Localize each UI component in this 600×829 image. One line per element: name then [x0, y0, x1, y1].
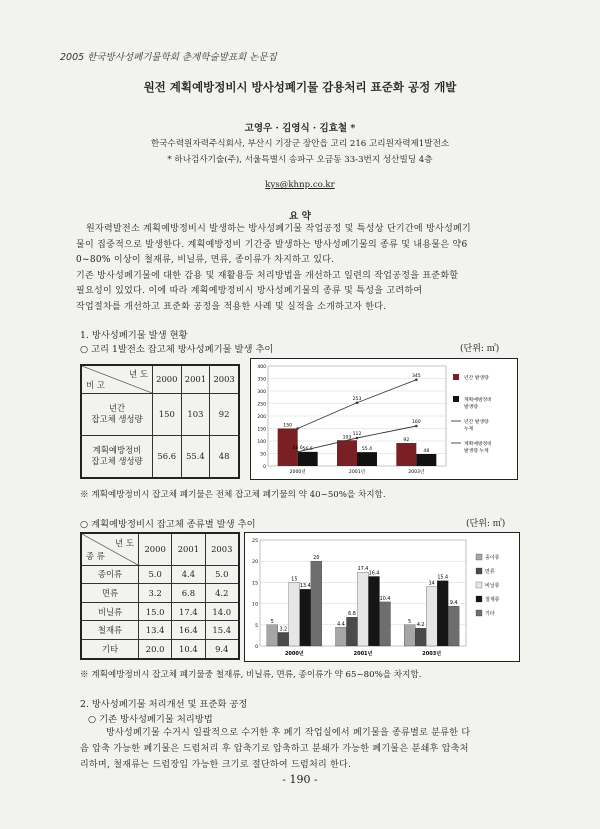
section-1-unit: (단위: ㎥) — [460, 344, 500, 354]
bar-data-label: 20 — [313, 556, 320, 562]
bar-data-label: 56.6 — [302, 446, 313, 452]
bar — [396, 443, 416, 466]
table-row: 철재류 13.4 16.4 15.4 — [81, 621, 239, 640]
bar — [437, 581, 448, 646]
section-3-subheading: ○ 기존 방사성폐기물 처리방법 — [88, 714, 213, 725]
line-point — [296, 451, 299, 454]
table-header-year: 2003 — [205, 533, 239, 565]
x-tick-label: 2000년 — [289, 470, 306, 475]
y-tick-label: 20 — [252, 560, 258, 566]
line-point — [356, 437, 359, 440]
body-line: 음 압축 가능한 폐기물은 드럼처리 후 압축기로 압축하고 분쇄가 가능한 폐기물은 분쇄후 압축처 — [80, 744, 469, 754]
bar-data-label: 48 — [423, 449, 430, 454]
y-tick-label: 150 — [257, 427, 266, 433]
table-header-year: 2003 — [210, 365, 239, 393]
bar — [416, 454, 436, 466]
legend-swatch — [476, 610, 482, 616]
bar — [357, 452, 377, 466]
legend-label: 누계 — [464, 427, 474, 432]
table-row: 기타 20.0 10.4 9.4 — [81, 640, 239, 659]
y-tick-label: 300 — [257, 390, 266, 395]
generation-trend-chart — [250, 358, 518, 480]
bar-data-label: 15.4 — [437, 575, 449, 581]
section-2-note: ※ 계획예방정비시 잡고체 폐기물중 철재류, 비닐류, 면류, 종이류가 약 65~80%을 차지함. — [80, 670, 422, 680]
line-data-label: 160 — [411, 420, 421, 425]
legend-label: 발생량 — [464, 405, 478, 410]
legend-label: 면류 — [485, 569, 495, 575]
bar — [369, 576, 380, 646]
abstract-line: 물이 집중적으로 발생한다. 계획예방정비 기간중 발생하는 방사성폐기물의 종류 및 내용물은 약6 — [76, 239, 468, 250]
bar — [278, 632, 289, 646]
x-tick-label: 2003년 — [408, 470, 425, 475]
abstract-line: 기존 방사성폐기물에 대한 감용 및 재활용등 처리방법을 개선하고 일련의 작업공정을 표준화할 — [76, 270, 459, 281]
table-header-year: 2000 — [139, 533, 172, 565]
line-point — [296, 427, 299, 430]
legend-swatch — [453, 374, 459, 380]
bar-data-label: 14 — [428, 581, 435, 587]
x-tick-label: 2000년 — [284, 651, 304, 657]
table-header-year: 2000 — [153, 365, 182, 393]
y-tick-label: 0 — [255, 645, 258, 650]
bar-data-label: 4.4 — [337, 622, 345, 628]
y-tick-label: 25 — [252, 539, 258, 544]
generation-table — [80, 364, 240, 479]
abstract-line: 작업절차를 개선하고 표준화 공정을 적용한 사례 및 실적을 소개하고자 한다. — [76, 301, 387, 312]
bar — [311, 561, 322, 646]
bar — [404, 625, 415, 646]
bar-data-label: 10.4 — [379, 596, 391, 602]
bar-data-label: 150 — [283, 423, 293, 429]
line-data-label: 56.6 — [292, 445, 303, 451]
bar — [267, 625, 278, 646]
abstract-body — [76, 222, 520, 315]
legend-label: 철재류 — [485, 597, 500, 603]
bar — [289, 582, 300, 646]
y-tick-label: 10 — [252, 602, 258, 608]
legend-label: 종이류 — [485, 555, 500, 561]
bar — [380, 602, 391, 646]
table-corner-cell: 년 도 종 류 — [81, 533, 139, 565]
abstract-heading: 요 약 — [289, 211, 311, 222]
bar — [300, 589, 311, 646]
bar — [298, 452, 318, 466]
legend-swatch — [476, 582, 482, 588]
bar — [337, 440, 357, 466]
body-line: 방사성폐기물 수거시 일괄적으로 수거한 후 폐기 작업실에서 폐기물을 종류별로 분류한 다 — [106, 728, 471, 738]
x-tick-label: 2001년 — [353, 651, 373, 657]
legend-label: 기타 — [485, 611, 495, 617]
x-tick-label: 2001년 — [348, 470, 366, 475]
bar-data-label: 6.8 — [348, 612, 356, 618]
bar-data-label: 9.4 — [449, 601, 458, 607]
line-point — [415, 378, 418, 381]
legend-label: 년간 발생량 — [464, 420, 489, 425]
paper-title: 원전 계획예방정비시 방사성폐기물 감용처리 표준화 공정 개발 — [143, 80, 457, 94]
table-row: 면류 3.2 6.8 4.2 — [81, 584, 239, 603]
line-point — [415, 425, 418, 428]
table-header-year: 2001 — [181, 365, 210, 393]
page-number: - 190 - — [282, 773, 318, 786]
section-3-body — [80, 725, 520, 773]
legend-swatch — [476, 554, 482, 560]
bar-data-label: 55.4 — [361, 447, 373, 453]
section-2-unit: (단위: ㎥) — [466, 519, 506, 529]
table-corner-cell: 년 도 비 고 — [81, 365, 153, 393]
y-tick-label: 350 — [257, 377, 266, 383]
section-1-note: ※ 계획예방정비시 잡고체 폐기물은 전체 잡고체 폐기물의 약 40~50%을 차지함. — [80, 490, 386, 500]
abstract-line: 필요성이 있었다. 이에 따라 계획예방정비시 방사성폐기물의 종류 및 특성을 고려하여 — [76, 286, 423, 296]
y-tick-label: 0 — [263, 465, 266, 470]
abstract-line: 원자력발전소 계획예방정비시 발생하는 방사성폐기물 작업공정 및 특성상 단기간에 방사성폐기 — [86, 224, 472, 234]
section-3-heading: 2. 방사성폐기물 처리개선 및 표준화 공정 — [80, 699, 248, 710]
table-row: 비닐류 15.0 17.4 14.0 — [81, 602, 239, 621]
legend-label: 년간 발생량 — [464, 376, 489, 381]
y-tick-label: 50 — [260, 452, 266, 458]
legend-swatch — [476, 568, 482, 574]
affiliation-1: 한국수력원자력주식회사, 부산시 기장군 장안읍 고리 216 고리원자력제1발전소 — [150, 139, 450, 149]
bar — [336, 627, 347, 646]
waste-type-chart — [244, 532, 520, 662]
line-data-label: 345 — [411, 373, 421, 379]
affiliation-2: * 하나검사기술(주), 서울특별시 송파구 오금동 33-3번지 성산빌딩 4층 — [167, 155, 433, 165]
bar — [347, 617, 358, 646]
bar-data-label: 17.4 — [357, 567, 369, 573]
table-row: 년간 잡고체 생성량 150 103 92 — [81, 393, 239, 435]
line-point — [356, 401, 359, 404]
table-header-year: 2001 — [172, 533, 205, 565]
section-1-heading: 1. 방사성폐기물 발생 현황 — [80, 330, 188, 341]
bar-data-label: 103 — [342, 435, 352, 441]
bar-data-label: 92 — [403, 438, 410, 443]
legend-swatch — [453, 396, 459, 402]
bar — [448, 606, 459, 646]
x-tick-label: 2003년 — [422, 651, 442, 657]
bar-data-label: 15 — [291, 577, 298, 583]
type-table — [80, 532, 240, 660]
y-tick-label: 200 — [257, 415, 266, 420]
legend-label: 계획예방정비 — [464, 442, 492, 447]
line-data-label: 253 — [352, 396, 362, 402]
section-1-subheading: ○ 고리 1발전소 잡고체 방사성폐기물 발생 추이 — [80, 344, 274, 355]
bar-data-label: 16.4 — [368, 571, 380, 577]
bar — [358, 572, 369, 646]
legend-label: 발생량 누계 — [464, 449, 489, 454]
bar — [415, 628, 426, 646]
bar-data-label: 5 — [408, 619, 412, 625]
authors: 고영우 · 김영식 · 김효철 * — [244, 123, 356, 134]
y-tick-label: 400 — [257, 365, 266, 370]
contact-email[interactable]: kys@khnp.co.kr — [265, 180, 335, 190]
abstract-line: 0~80% 이상이 철재류, 비닐류, 면류, 종이류가 차지하고 있다. — [76, 255, 335, 265]
y-tick-label: 5 — [255, 623, 258, 629]
y-tick-label: 15 — [252, 581, 258, 587]
legend-label: 비닐류 — [485, 583, 500, 589]
y-tick-label: 100 — [257, 440, 266, 445]
proceedings-header: 2005 한국방사성폐기물학회 춘계학술발표회 논문집 — [60, 52, 277, 63]
table-row: 계획예방정비 잡고체 생성량 56.6 55.4 48 — [81, 435, 239, 478]
bar-data-label: 3.2 — [279, 627, 288, 633]
bar — [426, 587, 437, 646]
section-2-subheading: ○ 계획예방정비시 잡고체 종류별 발생 추이 — [80, 519, 256, 530]
legend-label: 계획예방정비 — [464, 398, 492, 403]
body-line: 리하며, 철재류는 드럼장입 가능한 크기로 절단하여 드럼처리 한다. — [80, 760, 352, 770]
bar-data-label: 4.2 — [416, 623, 425, 629]
bar-data-label: 13.4 — [299, 584, 311, 590]
y-tick-label: 250 — [257, 402, 266, 408]
table-row: 종이류 5.0 4.4 5.0 — [81, 565, 239, 584]
line-data-label: 112 — [352, 432, 362, 437]
bar-data-label: 5 — [270, 619, 274, 625]
legend-swatch — [476, 596, 482, 602]
